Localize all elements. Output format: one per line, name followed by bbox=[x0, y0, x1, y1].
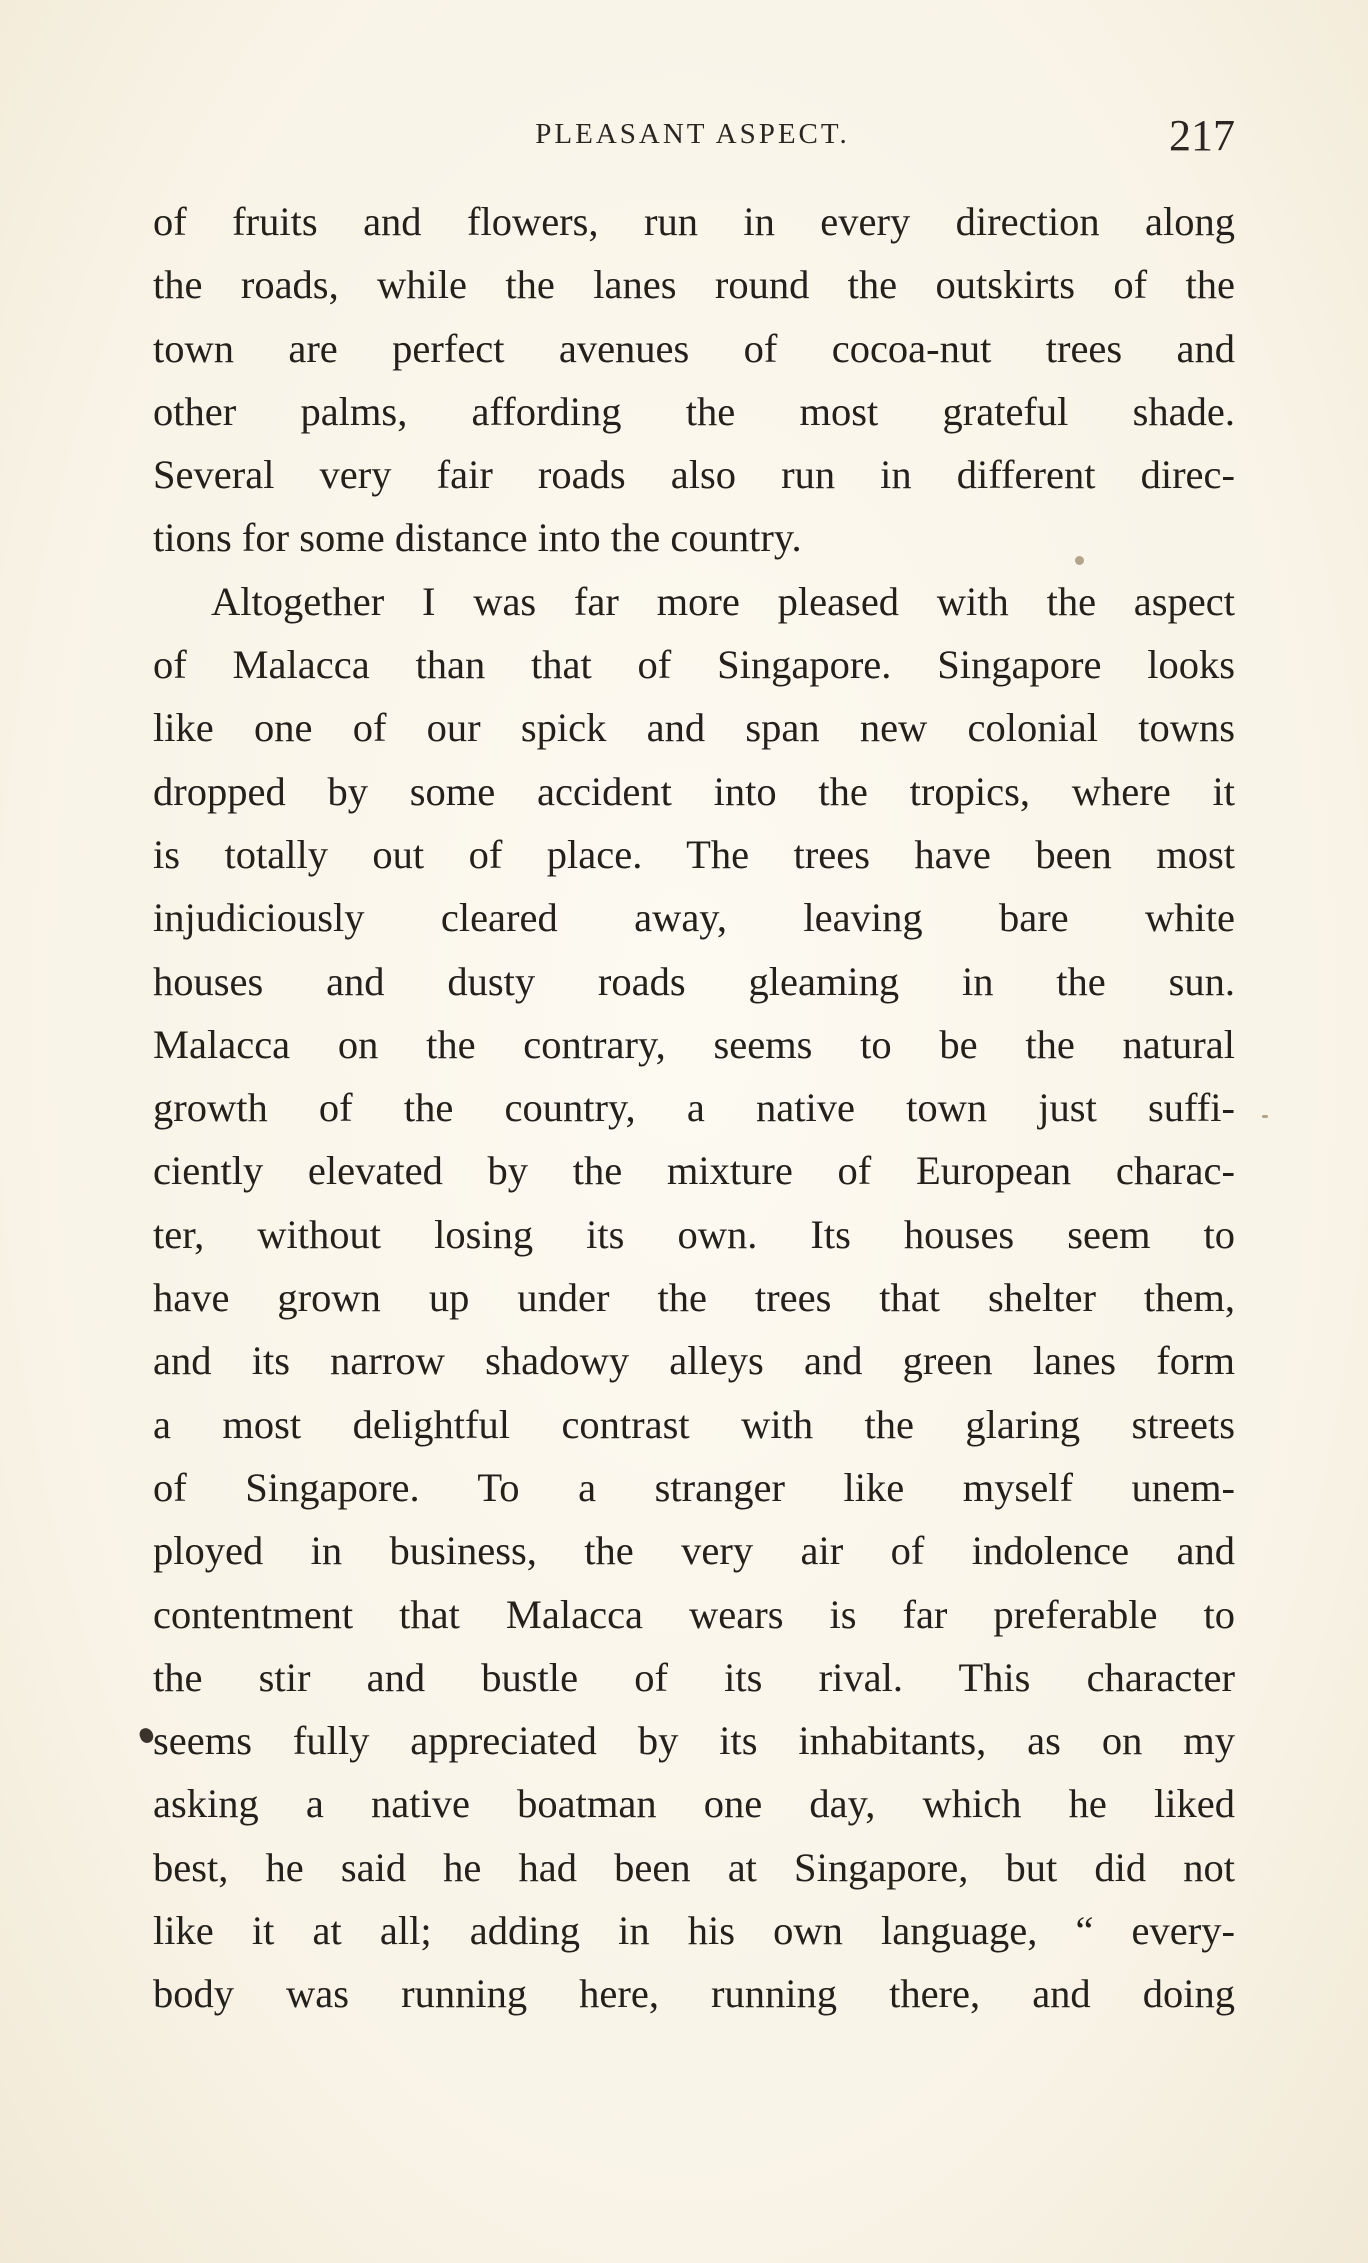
text-line: asking a native boatman one day, which he liked bbox=[153, 1781, 1235, 1827]
text-line: tions for some distance into the country. bbox=[153, 515, 802, 561]
text-line: dropped by some accident into the tropics, where it bbox=[153, 768, 1235, 814]
text-line: ter, without losing its own. Its houses seem to bbox=[153, 1211, 1235, 1257]
text-line: injudiciously cleared away, leaving bare white bbox=[153, 895, 1235, 941]
text-line: Several very fair roads also run in different direc- bbox=[153, 452, 1235, 498]
text-line: body was running here, running there, and doing bbox=[153, 1971, 1235, 2017]
text-line: the stir and bustle of its rival. This character bbox=[153, 1654, 1235, 1700]
text-line: is totally out of place. The trees have been most bbox=[153, 831, 1235, 877]
running-head bbox=[150, 110, 1235, 160]
text-line: town are perfect avenues of cocoa-nut trees and bbox=[153, 325, 1235, 371]
text-line: Malacca on the contrary, seems to be the natural bbox=[153, 1021, 1235, 1067]
text-line: like one of our spick and span new colonial towns bbox=[153, 705, 1235, 751]
text-line: of Malacca than that of Singapore. Singapore looks bbox=[153, 642, 1235, 688]
text-line: other palms, affording the most grateful shade. bbox=[153, 388, 1235, 434]
running-title: PLEASANT ASPECT. bbox=[535, 118, 850, 150]
paper-speck bbox=[1262, 1115, 1268, 1118]
text-line: ployed in business, the very air of indolence and bbox=[153, 1528, 1235, 1574]
text-line: contentment that Malacca wears is far preferable to bbox=[153, 1591, 1235, 1637]
text-line: ciently elevated by the mixture of European charac- bbox=[153, 1148, 1235, 1194]
text-line: growth of the country, a native town just suffi- bbox=[153, 1085, 1235, 1131]
text-line: seems fully appreciated by its inhabitants, as on my bbox=[153, 1718, 1235, 1764]
text-line: the roads, while the lanes round the outskirts of the bbox=[153, 262, 1235, 308]
text-line: best, he said he had been at Singapore, but did not bbox=[153, 1844, 1235, 1890]
text-line: and its narrow shadowy alleys and green lanes form bbox=[153, 1338, 1235, 1384]
text-line: have grown up under the trees that shelter them, bbox=[153, 1275, 1235, 1321]
page-number: 217 bbox=[1169, 111, 1235, 160]
paper-speck bbox=[1075, 556, 1084, 565]
text-line: of fruits and flowers, run in every direction along bbox=[153, 199, 1235, 244]
text-line: like it at all; adding in his own language, “ every- bbox=[153, 1908, 1235, 1954]
text-line: a most delightful contrast with the glaring streets bbox=[153, 1401, 1235, 1447]
body-text bbox=[153, 190, 1235, 2026]
text-line: of Singapore. To a stranger like myself unem- bbox=[153, 1464, 1235, 1510]
text-line: houses and dusty roads gleaming in the sun. bbox=[153, 958, 1235, 1004]
text-line: Altogether I was far more pleased with the aspect bbox=[211, 578, 1235, 624]
